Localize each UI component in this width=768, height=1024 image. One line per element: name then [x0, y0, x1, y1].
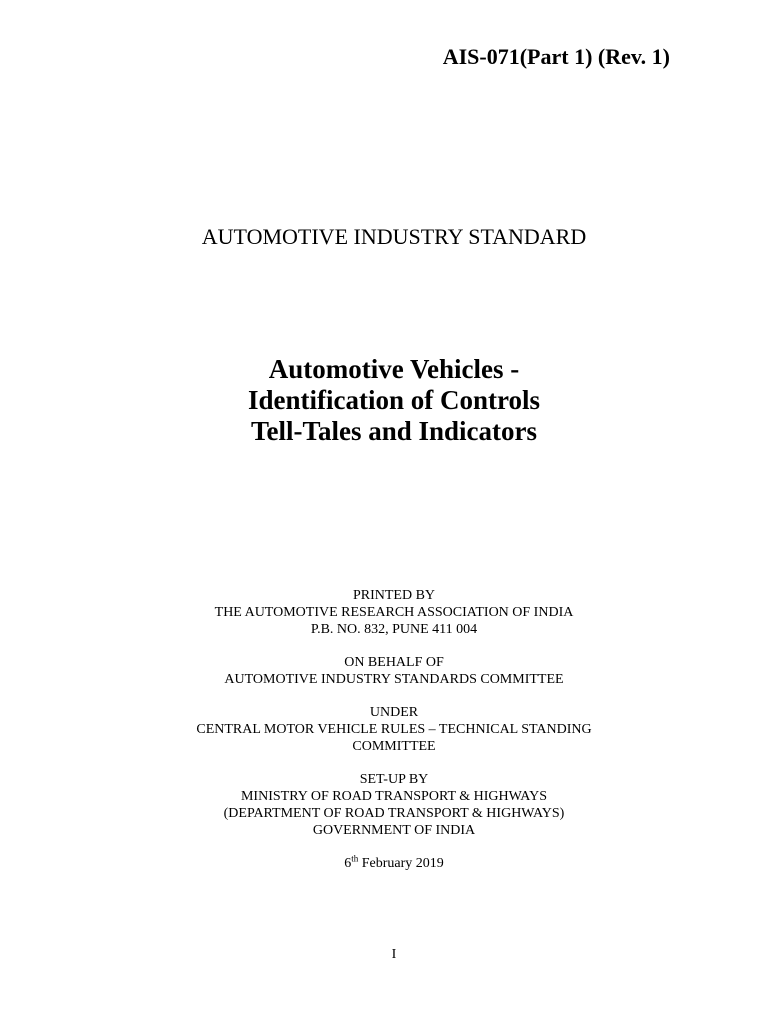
under-line-2: COMMITTEE [352, 739, 436, 754]
on-behalf-of-heading: ON BEHALF OF [344, 655, 444, 670]
title-line-3: Tell-Tales and Indicators [250, 416, 538, 446]
setup-by-section [0, 771, 768, 839]
printer-address: P.B. NO. 832, PUNE 411 004 [310, 622, 478, 637]
date-day: 6 [344, 856, 352, 871]
printed-by-heading: PRINTED BY [352, 588, 436, 603]
ministry-name: MINISTRY OF ROAD TRANSPORT & HIGHWAYS [240, 789, 548, 804]
title-line-2: Identification of Controls [247, 385, 540, 415]
under-section [0, 704, 768, 755]
government-name: GOVERNMENT OF INDIA [312, 823, 476, 838]
under-heading: UNDER [369, 705, 419, 720]
printed-by-section [0, 587, 768, 638]
imprint-block [0, 587, 768, 888]
department-name: (DEPARTMENT OF ROAD TRANSPORT & HIGHWAYS) [223, 806, 565, 821]
page-number: I [391, 947, 397, 962]
under-line-1: CENTRAL MOTOR VEHICLE RULES – TECHNICAL STANDING [196, 722, 592, 737]
document-category: AUTOMOTIVE INDUSTRY STANDARD [201, 224, 587, 249]
committee-name: AUTOMOTIVE INDUSTRY STANDARDS COMMITTEE [224, 672, 564, 687]
date-day-suffix: th [351, 853, 359, 864]
setup-by-heading: SET-UP BY [359, 772, 429, 787]
date-rest: February 2019 [358, 856, 444, 871]
document-title [0, 354, 768, 447]
on-behalf-of-section [0, 654, 768, 688]
document-code: AIS-071(Part 1) (Rev. 1) [442, 44, 670, 69]
title-line-1: Automotive Vehicles - [268, 354, 520, 384]
publication-date [0, 855, 768, 872]
printer-organization: THE AUTOMOTIVE RESEARCH ASSOCIATION OF INDIA [214, 605, 574, 620]
